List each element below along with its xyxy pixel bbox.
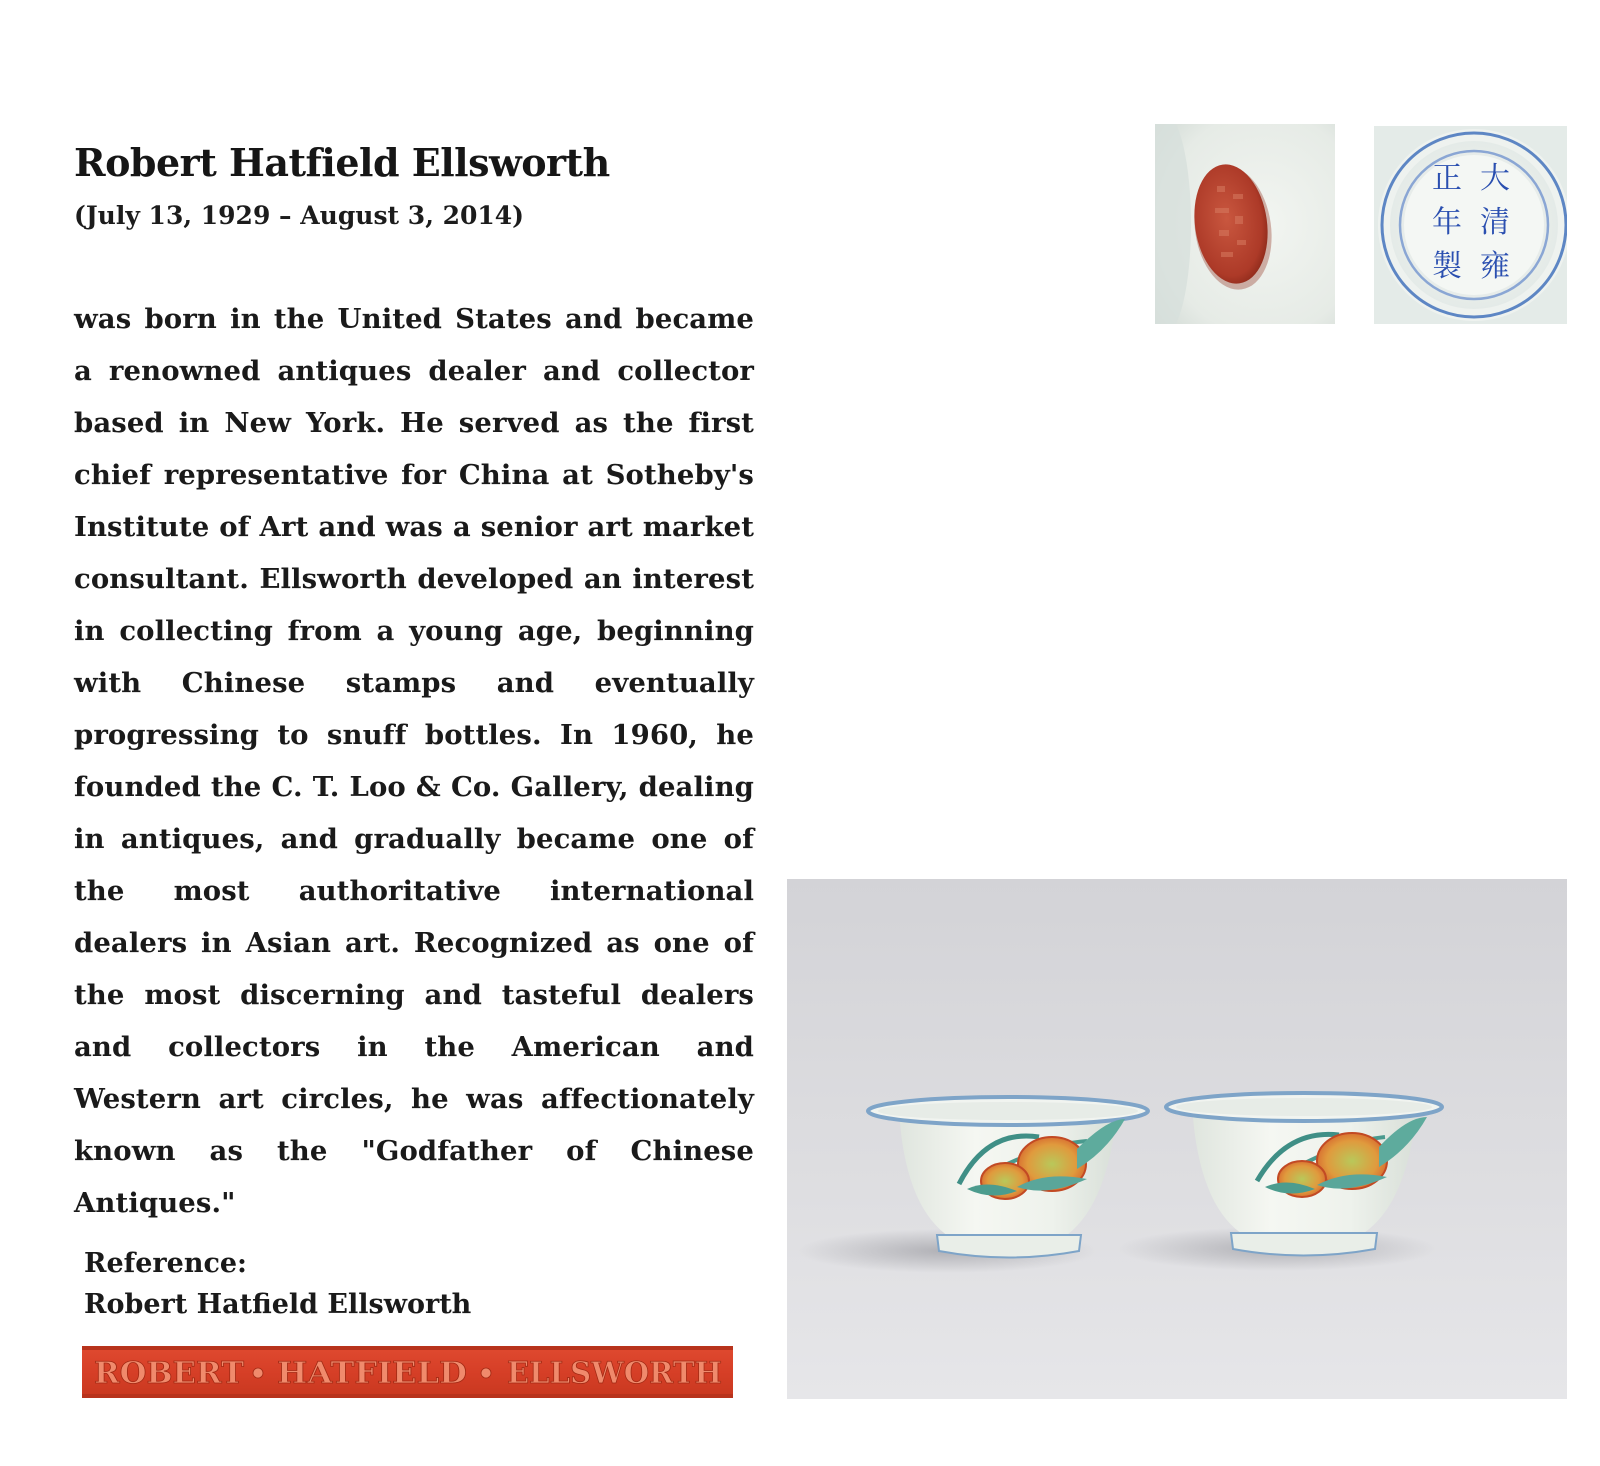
svg-text:正: 正 xyxy=(1432,161,1462,196)
seal-strip-image xyxy=(82,1346,733,1398)
svg-text:製: 製 xyxy=(1432,249,1462,284)
svg-text:雍: 雍 xyxy=(1480,249,1510,284)
reign-mark-photo xyxy=(1374,126,1567,324)
svg-text:HATFIELD: HATFIELD xyxy=(277,1356,467,1391)
svg-text:年: 年 xyxy=(1432,205,1462,240)
page-title: Robert Hatfield Ellsworth xyxy=(74,140,610,185)
life-dates: (July 13, 1929 – August 3, 2014) xyxy=(74,201,525,230)
svg-text:清: 清 xyxy=(1480,205,1510,240)
svg-text:ELLSWORTH: ELLSWORTH xyxy=(507,1356,722,1391)
porcelain-cups-photo xyxy=(787,879,1567,1399)
reference-name: Robert Hatfield Ellsworth xyxy=(84,1289,472,1320)
svg-text:大: 大 xyxy=(1480,161,1510,196)
biography-text: was born in the United States and became a renowned antiques dealer and collector based in New York. He served as the first chief representative for China at Sotheby's Institute of Art and was a senior art market consultant. Ellsworth developed an interest in collecting from a young age, beginning with Chinese stamps and eventually progressing to snuff bottles. In 1960, he founded the C. T. Loo & Co. Gallery, dealing in antiques, and gradually became one of the most authoritative international dealers in Asian art. Recognized as one of the most discerning and tasteful dealers and collectors in the American and Western art circles, he was affectionately known as the "Godfather of Chinese Antiques." xyxy=(74,303,754,1219)
svg-text:ROBERT: ROBERT xyxy=(94,1356,245,1391)
reference-block xyxy=(84,1243,471,1325)
cinnabar-seal-photo xyxy=(1155,124,1335,324)
reference-label: Reference: xyxy=(84,1248,248,1279)
